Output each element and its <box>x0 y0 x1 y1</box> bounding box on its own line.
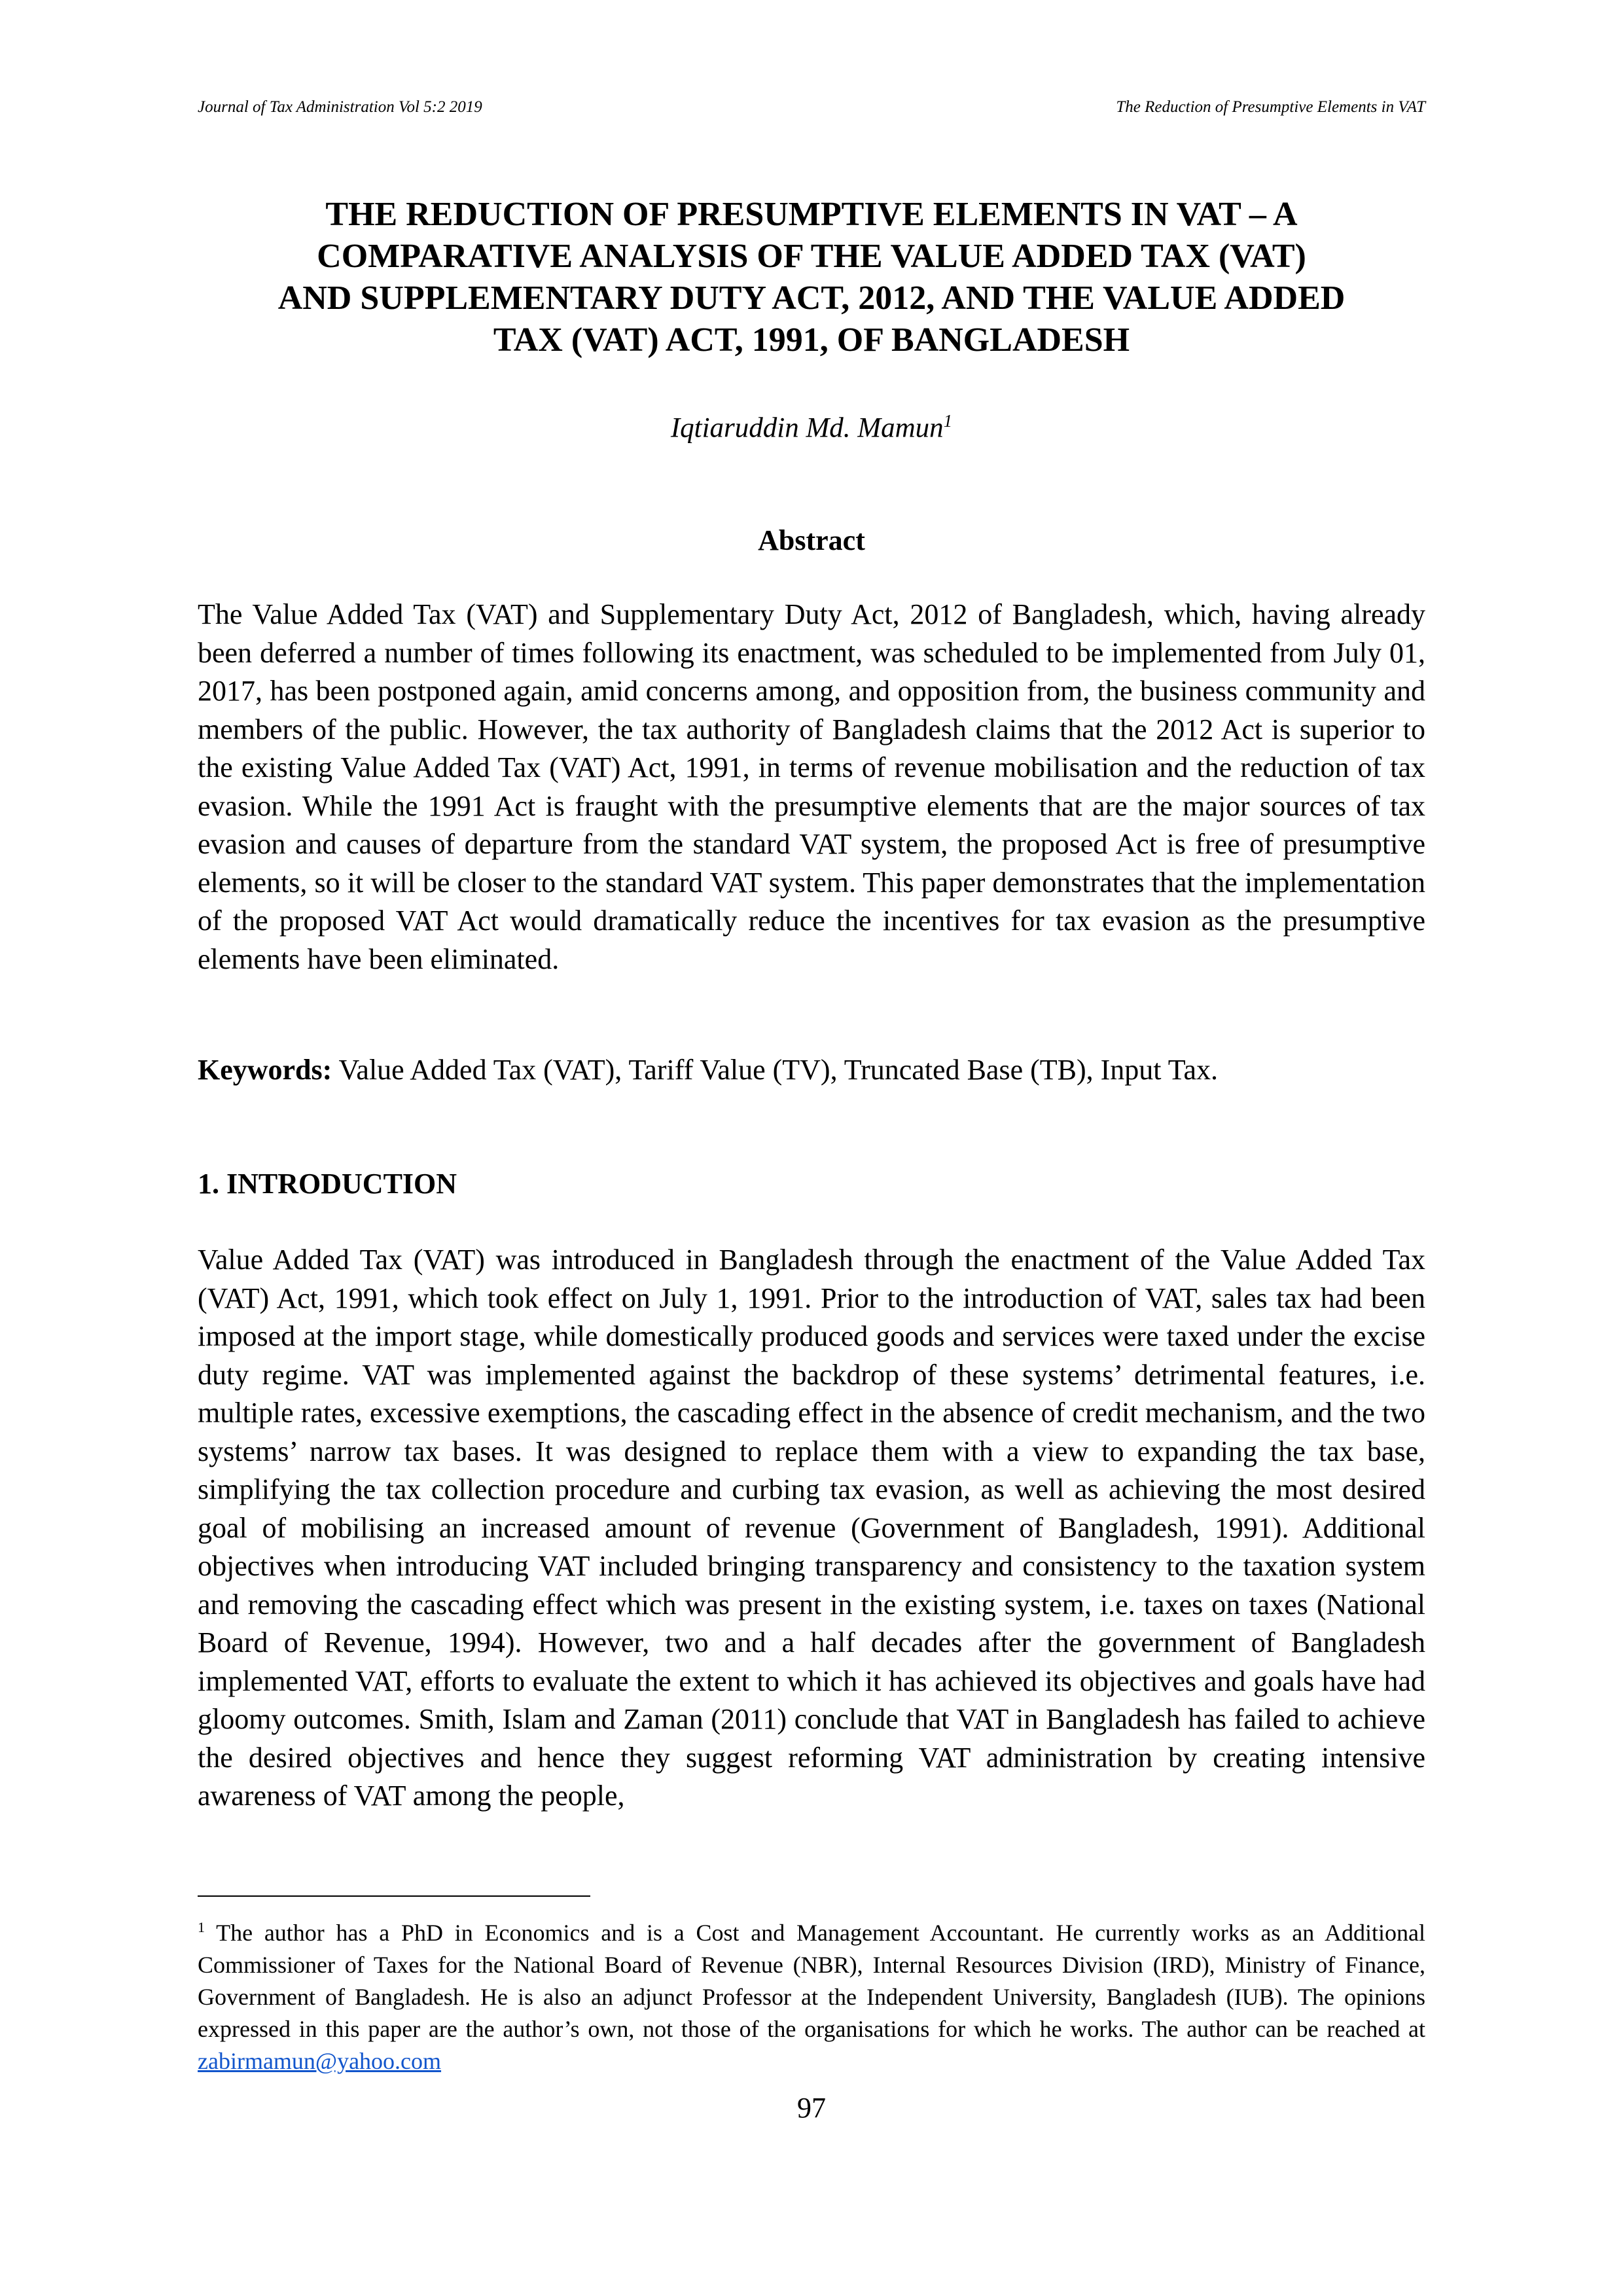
running-title: The Reduction of Presumptive Elements in VAT <box>1116 98 1425 116</box>
abstract-heading: Abstract <box>758 524 865 556</box>
title-line: THE REDUCTION OF PRESUMPTIVE ELEMENTS IN VAT – A <box>325 196 1298 233</box>
footnote <box>198 1911 1425 2077</box>
abstract-text: The Value Added Tax (VAT) and Supplementary Duty Act, 2012 of Bangladesh, which, having already been deferred a number of times following its enactment, was scheduled to be implemented from July 01, 2017, has been postponed again, amid concerns among, and opposition from, the business community and members of the public. However, the tax authority of Bangladesh claims that the 2012 Act is superior to the existing Value Added Tax (VAT) Act, 1991, in terms of revenue mobilisation and the reduction of tax evasion. While the 1991 Act is fraught with the presumptive elements that are the major sources of tax evasion and causes of departure from the standard VAT system, the proposed Act is free of presumptive elements, so it will be closer to the standard VAT system. This paper demonstrates that the implementation of the proposed VAT Act would dramatically reduce the incentives for tax evasion as the presumptive elements have been eliminated. <box>198 598 1425 975</box>
title-line: TAX (VAT) ACT, 1991, OF BANGLADESH <box>493 321 1130 359</box>
title-line: COMPARATIVE ANALYSIS OF THE VALUE ADDED TAX (VAT) <box>317 238 1306 275</box>
keywords-line <box>198 1051 1425 1090</box>
author-line <box>198 411 1425 444</box>
keywords-text: Value Added Tax (VAT), Tariff Value (TV), Truncated Base (TB), Input Tax. <box>332 1054 1219 1086</box>
author-name: Iqtiaruddin Md. Mamun <box>670 412 944 444</box>
author-footnote-mark[interactable]: 1 <box>943 411 953 431</box>
section-heading-introduction: 1. INTRODUCTION <box>198 1168 457 1200</box>
page-number: 97 <box>797 2092 826 2124</box>
running-header <box>198 98 1425 117</box>
footnote-text: The author has a PhD in Economics and is a Cost and Management Accountant. He currently works as an Additional Commissioner of Taxes for the National Board of Revenue (NBR), Internal Resources Division (IRD), Ministry of Finance, Government of Bangladesh. He is also an adjunct Professor at the Independent University, Bangladesh (IUB). The opinions expressed in this paper are the author’s own, not those of the organisations for which he works. The author can be reached at <box>198 1920 1425 2042</box>
journal-name: Journal of Tax Administration Vol 5:2 2019 <box>198 98 482 116</box>
footnote-divider <box>198 1895 590 1897</box>
introduction-text: Value Added Tax (VAT) was introduced in Bangladesh through the enactment of the Value Added Tax (VAT) Act, 1991, which took effect on July 1, 1991. Prior to the introduction of VAT, sales tax had been imposed at the import stage, while domestically produced goods and services were taxed under the excise duty regime. VAT was implemented against the backdrop of these systems’ detrimental features, i.e. multiple rates, excessive exemptions, the cascading effect in the absence of credit mechanism, and the two systems’ narrow tax bases. It was designed to replace them with a view to expanding the tax base, simplifying the tax collection procedure and curbing tax evasion, as well as achieving the most desired goal of mobilising an increased amount of revenue (Government of Bangladesh, 1991). Additional objectives when introducing VAT included bringing transparency and consistency to the taxation system and removing the cascading effect which was present in the existing system, i.e. taxes on taxes (National Board of Revenue, 1994). However, two and a half decades after the government of Bangladesh implemented VAT, efforts to evaluate the extent to which it has achieved its objectives and goals have had gloomy outcomes. Smith, Islam and Zaman (2011) conclude that VAT in Bangladesh has failed to achieve the desired objectives and hence they suggest reforming VAT administration by creating intensive awareness of VAT among the people, <box>198 1244 1425 1812</box>
title-line: AND SUPPLEMENTARY DUTY ACT, 2012, AND THE VALUE ADDED <box>277 279 1346 317</box>
footnote-mark: 1 <box>198 1919 205 1935</box>
author-email-link[interactable]: zabirmamun@yahoo.com <box>198 2048 442 2074</box>
keywords-label: Keywords: <box>198 1054 332 1086</box>
article-title <box>191 194 1432 361</box>
